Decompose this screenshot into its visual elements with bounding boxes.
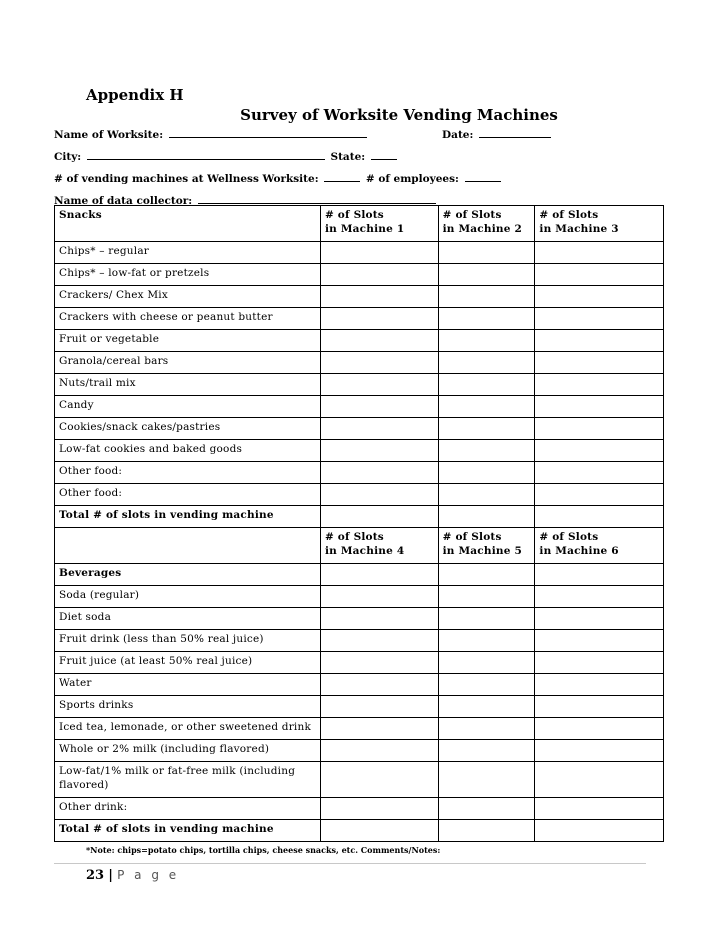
snack-row-label: Other food:	[55, 484, 321, 506]
beverage-row	[55, 718, 664, 740]
snack-row-slot-input-1[interactable]	[320, 462, 438, 484]
snack-row-label: Crackers/ Chex Mix	[55, 286, 321, 308]
beverage-row-label: Low-fat/1% milk or fat-free milk (including flavored)	[55, 762, 321, 798]
beverage-row-slot-input-3[interactable]	[535, 798, 664, 820]
beverage-row-slot-input-1[interactable]	[320, 740, 438, 762]
snacks-header-row-cell-2: # of Slots in Machine 2	[438, 206, 535, 242]
beverage-row-label: Diet soda	[55, 608, 321, 630]
date-blank[interactable]	[479, 128, 551, 138]
beverage-row-slot-input-2[interactable]	[438, 608, 535, 630]
beverage-row	[55, 740, 664, 762]
collector-label: Name of data collector:	[54, 195, 193, 207]
beverage-row	[55, 630, 664, 652]
beverage-row-slot-input-3[interactable]	[535, 762, 664, 798]
footer-rule	[54, 863, 646, 864]
beverage-row-slot-input-3[interactable]	[535, 652, 664, 674]
snack-row-slot-input-1[interactable]	[320, 396, 438, 418]
state-label: State:	[330, 151, 366, 163]
beverages-header-row	[55, 528, 664, 564]
state-blank[interactable]	[371, 150, 397, 160]
beverage-row-slot-input-2[interactable]	[438, 652, 535, 674]
beverage-row-slot-input-1[interactable]	[320, 674, 438, 696]
beverage-row-label: Soda (regular)	[55, 586, 321, 608]
beverage-row-slot-input-2[interactable]	[438, 696, 535, 718]
snack-row-slot-input-3[interactable]	[535, 418, 664, 440]
snack-row-label: Nuts/trail mix	[55, 374, 321, 396]
beverage-row-slot-input-2[interactable]	[438, 762, 535, 798]
beverage-row-slot-input-3[interactable]	[535, 630, 664, 652]
snack-row-slot-input-3[interactable]	[535, 308, 664, 330]
beverage-row-slot-input-1[interactable]	[320, 762, 438, 798]
beverage-row	[55, 696, 664, 718]
collector-blank[interactable]	[198, 194, 436, 204]
beverage-row-slot-input-2[interactable]	[438, 630, 535, 652]
beverage-row-slot-input-3[interactable]	[535, 608, 664, 630]
city-blank[interactable]	[87, 150, 325, 160]
city-label: City:	[54, 151, 82, 163]
beverage-row-slot-input-1[interactable]	[320, 586, 438, 608]
snack-row-slot-input-3[interactable]	[535, 374, 664, 396]
snack-row-label: Granola/cereal bars	[55, 352, 321, 374]
beverage-row-slot-input-2[interactable]	[438, 718, 535, 740]
snack-row-slot-input-3[interactable]	[535, 330, 664, 352]
beverage-row	[55, 798, 664, 820]
worksite-label: Name of Worksite:	[54, 129, 164, 141]
snack-row	[55, 286, 664, 308]
beverage-row-slot-input-2[interactable]	[438, 674, 535, 696]
beverage-row-slot-input-2[interactable]	[438, 798, 535, 820]
snacks-header-row-cell-3: # of Slots in Machine 3	[535, 206, 664, 242]
snacks-total-row	[55, 506, 664, 528]
snack-row-slot-input-1[interactable]	[320, 286, 438, 308]
snacks-total-row-slot-input-2[interactable]	[438, 506, 535, 528]
snack-row-slot-input-3[interactable]	[535, 484, 664, 506]
snack-row-label: Fruit or vegetable	[55, 330, 321, 352]
snack-row	[55, 242, 664, 264]
survey-title-wrap	[0, 106, 728, 124]
snacks-total-row-label: Total # of slots in vending machine	[55, 506, 321, 528]
page-separator: |	[108, 868, 113, 883]
beverages-total-row-slot-input-1[interactable]	[320, 820, 438, 842]
snack-row-slot-input-2[interactable]	[438, 396, 535, 418]
date-label: Date:	[442, 129, 474, 141]
beverage-row-slot-input-3[interactable]	[535, 740, 664, 762]
vending-survey-table	[54, 205, 664, 842]
beverage-row	[55, 608, 664, 630]
beverage-row-slot-input-1[interactable]	[320, 696, 438, 718]
snack-row	[55, 374, 664, 396]
machines-line	[54, 172, 503, 185]
snack-row-slot-input-2[interactable]	[438, 286, 535, 308]
beverage-row-label: Fruit drink (less than 50% real juice)	[55, 630, 321, 652]
beverage-row-label: Water	[55, 674, 321, 696]
snack-row	[55, 418, 664, 440]
snack-row	[55, 484, 664, 506]
snack-row	[55, 440, 664, 462]
employees-blank[interactable]	[465, 172, 501, 182]
snack-row-slot-input-1[interactable]	[320, 242, 438, 264]
page-word: P a g e	[117, 868, 180, 882]
beverage-row-label: Fruit juice (at least 50% real juice)	[55, 652, 321, 674]
page-number: 23	[86, 868, 105, 883]
snack-row-slot-input-1[interactable]	[320, 484, 438, 506]
worksite-blank[interactable]	[169, 128, 367, 138]
beverage-row-slot-input-2[interactable]	[438, 586, 535, 608]
footnote: *Note: chips=potato chips, tortilla chips, cheese snacks, etc. Comments/Notes:	[86, 845, 441, 855]
beverage-row-slot-input-3[interactable]	[535, 718, 664, 740]
snack-row-slot-input-3[interactable]	[535, 264, 664, 286]
snack-row-label: Other food:	[55, 462, 321, 484]
beverages-total-row-slot-input-3[interactable]	[535, 820, 664, 842]
snack-row-label: Candy	[55, 396, 321, 418]
snack-row	[55, 264, 664, 286]
worksite-line	[54, 128, 553, 141]
city-line	[54, 150, 399, 163]
beverage-row-slot-input-1[interactable]	[320, 608, 438, 630]
beverage-row	[55, 762, 664, 798]
beverages-header-row-cell-1: # of Slots in Machine 4	[320, 528, 438, 564]
beverages-header-row-cell-2: # of Slots in Machine 5	[438, 528, 535, 564]
snack-row-label: Low-fat cookies and baked goods	[55, 440, 321, 462]
snack-row	[55, 308, 664, 330]
snack-row-label: Chips* – low-fat or pretzels	[55, 264, 321, 286]
machines-label: # of vending machines at Wellness Worksite:	[54, 173, 319, 185]
beverage-row	[55, 586, 664, 608]
snack-row-slot-input-1[interactable]	[320, 418, 438, 440]
beverage-row-slot-input-1[interactable]	[320, 718, 438, 740]
beverage-row	[55, 652, 664, 674]
snack-row-slot-input-3[interactable]	[535, 352, 664, 374]
snack-row	[55, 352, 664, 374]
beverages-total-row	[55, 820, 664, 842]
snacks-header-row-cell-1: # of Slots in Machine 1	[320, 206, 438, 242]
snack-row-slot-input-2[interactable]	[438, 264, 535, 286]
snack-row-slot-input-2[interactable]	[438, 440, 535, 462]
snack-row-slot-input-3[interactable]	[535, 242, 664, 264]
snack-row-slot-input-2[interactable]	[438, 308, 535, 330]
snacks-total-row-slot-input-3[interactable]	[535, 506, 664, 528]
snack-row-slot-input-3[interactable]	[535, 462, 664, 484]
beverages-header-row-cell-0	[55, 528, 321, 564]
beverage-row-slot-input-1[interactable]	[320, 630, 438, 652]
employees-label: # of employees:	[365, 173, 459, 185]
snack-row-slot-input-3[interactable]	[535, 440, 664, 462]
beverage-row-label: Other drink:	[55, 798, 321, 820]
beverage-row-slot-input-2[interactable]	[438, 740, 535, 762]
beverages-total-row-label: Total # of slots in vending machine	[55, 820, 321, 842]
beverages-section-row-slot-input-2[interactable]	[438, 564, 535, 586]
beverages-section-row-slot-input-3[interactable]	[535, 564, 664, 586]
snack-row	[55, 396, 664, 418]
page-footer	[86, 868, 179, 883]
beverages-section-row-slot-input-1[interactable]	[320, 564, 438, 586]
snack-row-slot-input-2[interactable]	[438, 462, 535, 484]
beverages-header-row-cell-3: # of Slots in Machine 6	[535, 528, 664, 564]
beverages-total-row-slot-input-2[interactable]	[438, 820, 535, 842]
beverages-section-row-label: Beverages	[55, 564, 321, 586]
beverage-row-slot-input-1[interactable]	[320, 652, 438, 674]
beverage-row-label: Sports drinks	[55, 696, 321, 718]
beverage-row-slot-input-1[interactable]	[320, 798, 438, 820]
snack-row-slot-input-2[interactable]	[438, 242, 535, 264]
snack-row-slot-input-1[interactable]	[320, 330, 438, 352]
snack-row-slot-input-3[interactable]	[535, 396, 664, 418]
snack-row	[55, 330, 664, 352]
snack-row-slot-input-2[interactable]	[438, 330, 535, 352]
snack-row-slot-input-1[interactable]	[320, 374, 438, 396]
beverage-row-label: Iced tea, lemonade, or other sweetened drink	[55, 718, 321, 740]
snacks-header-row	[55, 206, 664, 242]
beverage-row	[55, 674, 664, 696]
snack-row-slot-input-2[interactable]	[438, 374, 535, 396]
appendix-heading: Appendix H	[86, 86, 184, 104]
machines-blank[interactable]	[324, 172, 360, 182]
snacks-total-row-slot-input-1[interactable]	[320, 506, 438, 528]
snack-row-slot-input-1[interactable]	[320, 440, 438, 462]
snack-row-slot-input-2[interactable]	[438, 352, 535, 374]
snack-row-slot-input-3[interactable]	[535, 286, 664, 308]
snack-row	[55, 462, 664, 484]
snack-row-slot-input-2[interactable]	[438, 484, 535, 506]
snack-row-label: Chips* – regular	[55, 242, 321, 264]
beverage-row-slot-input-3[interactable]	[535, 696, 664, 718]
beverage-row-slot-input-3[interactable]	[535, 674, 664, 696]
snacks-header-row-cell-0: Snacks	[55, 206, 321, 242]
snack-row-slot-input-2[interactable]	[438, 418, 535, 440]
snack-row-slot-input-1[interactable]	[320, 352, 438, 374]
snack-row-label: Cookies/snack cakes/pastries	[55, 418, 321, 440]
beverages-section-row	[55, 564, 664, 586]
beverage-row-label: Whole or 2% milk (including flavored)	[55, 740, 321, 762]
snack-row-slot-input-1[interactable]	[320, 308, 438, 330]
snack-row-slot-input-1[interactable]	[320, 264, 438, 286]
beverage-row-slot-input-3[interactable]	[535, 586, 664, 608]
survey-title: Survey of Worksite Vending Machines	[240, 106, 558, 124]
snack-row-label: Crackers with cheese or peanut butter	[55, 308, 321, 330]
